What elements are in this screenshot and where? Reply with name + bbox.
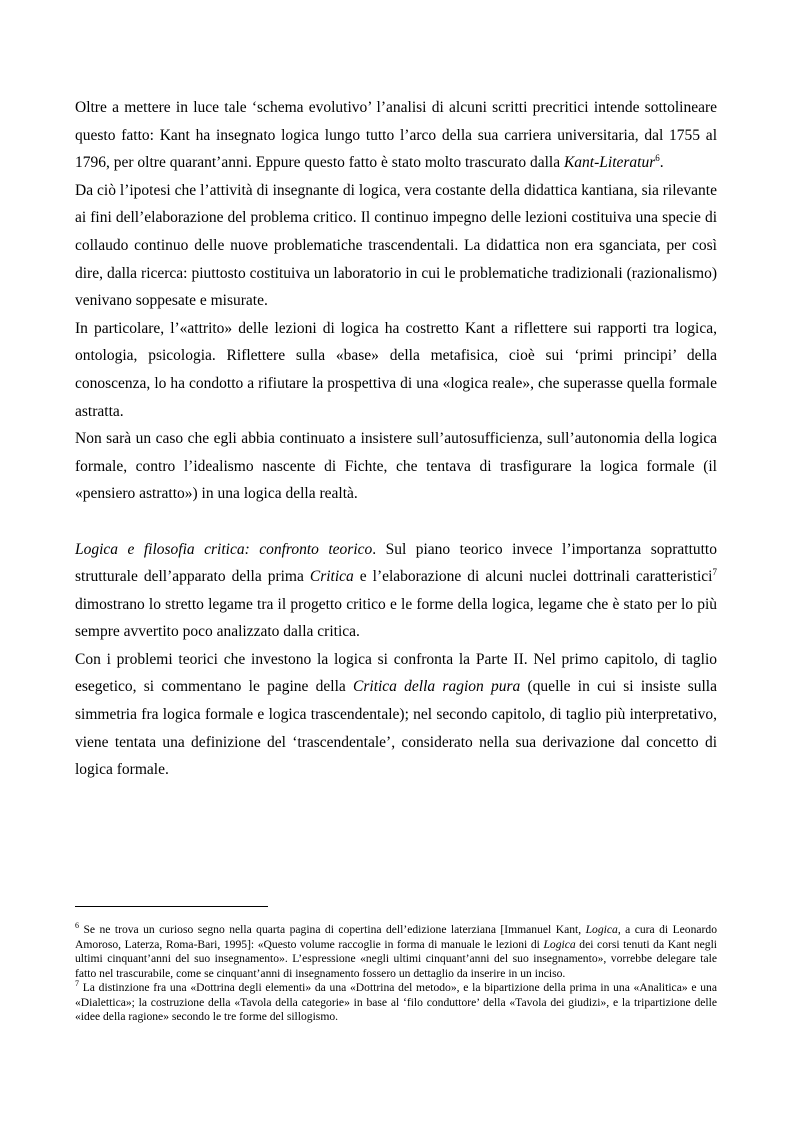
kant-literatur-term: Kant-Literatur bbox=[563, 154, 656, 172]
paragraph-1: Oltre a mettere in luce tale ‘schema evolutivo’ l’analisi di alcuni scritti precritici intende sottolineare questo fatto: Kant ha insegnato logica lungo tutto l’arco della sua carriera universitaria, dal 1755 al 1796, per oltre quarant’anni. Eppure questo fatto è stato molto trascurato dalla Kant-Literatur$^6$. bbox=[75, 99, 717, 172]
footnote-ref-6[interactable]: 6 bbox=[655, 153, 660, 164]
footnote-6: $^6$ Se ne trova un curioso segno nella quarta pagina di copertina dell’edizione laterziana [Immanuel Kant, Logica, a cura di Leonardo Amoroso, Laterza, Roma-Bari, 1995]: «Questo volume raccoglie in forma di manuale le lezioni di Logica dei corsi tenuti da Kant negli ultimi cinquant’anni del suo insegnamento». L’espressione «negli ultimi cinquant’anni del suo insegnamento», vorrebbe delegare tale fatto nel trascurabile, come se cinquant’anni di insegnamento fossero un dettaglio da inserire in un inciso. bbox=[75, 921, 718, 980]
paragraph-6: Con i problemi teorici che investono la logica si confronta la Parte II. Nel primo capitolo, di taglio esegetico, si commentano le pagine della Critica della ragion pura (quelle in cui si insiste sulla simmetria fra logica formale e logica trascendentale); nel secondo capitolo, di taglio più interpretativo, viene tentata una definizione del ‘trascendentale’, considerato nella sua derivazione dal concetto di logica formale. bbox=[75, 650, 717, 779]
paragraph-5: Logica e filosofia critica: confronto teorico. Sul piano teorico invece l’importanza soprattutto strutturale dell’apparato della prima Critica e l’elaborazione di alcuni nuclei dottrinali caratteristici$^7$ dimostrano lo stretto legame tra il progetto critico e le forme della logica, legame che è stato per lo più sempre avvertito poco analizzato dalla critica. bbox=[75, 540, 717, 641]
paragraph-3: In particolare, l’«attrito» delle lezioni di logica ha costretto Kant a riflettere sui rapporti tra logica, ontologia, psicologia. Riflettere sulla «base» della metafisica, cioè sui ‘primi principi’ della conoscenza, lo ha condotto a rifiutare la prospettiva di una «logica reale», che superasse quella formale astratta. bbox=[75, 319, 717, 420]
section-heading: Logica e filosofia critica: confronto teorico bbox=[75, 540, 373, 558]
paragraph-4: Non sarà un caso che egli abbia continuato a insistere sull’autosufficienza, sull’autonomia della logica formale, contro l’idealismo nascente di Fichte, che tentava di trasfigurare la logica formale (il «pensiero astratto») in una logica della realtà. bbox=[75, 430, 717, 503]
footnote-separator bbox=[75, 906, 268, 907]
paragraph-2: Da ciò l’ipotesi che l’attività di insegnante di logica, vera costante della didattica kantiana, sia rilevante ai fini dell’elaborazione del problema critico. Il continuo impegno delle lezioni costituiva una specie di collaudo continuo delle nuove problematiche trascendentali. La didattica non era sganciata, per così dire, dalla ricerca: piuttosto costituiva un laboratorio in cui le problematiche tradizionali (razionalismo) venivano soppesate e misurate. bbox=[75, 181, 717, 310]
paragraph-gap bbox=[75, 508, 717, 536]
footnote-ref-7[interactable]: 7 bbox=[712, 566, 717, 577]
footnote-7: $^7$ La distinzione fra una «Dottrina degli elementi» da una «Dottrina del metodo», e la bipartizione della prima in una «Analitica» e una «Dialettica»; la costruzione della «Tavola della categorie» in base al ‘filo conduttore’ della «Tavola dei giudizi», e la tripartizione delle «idee della ragione» secondo le tre forme del sillogismo. bbox=[75, 979, 717, 1023]
main-text bbox=[75, 94, 717, 784]
footnotes bbox=[75, 923, 717, 1025]
